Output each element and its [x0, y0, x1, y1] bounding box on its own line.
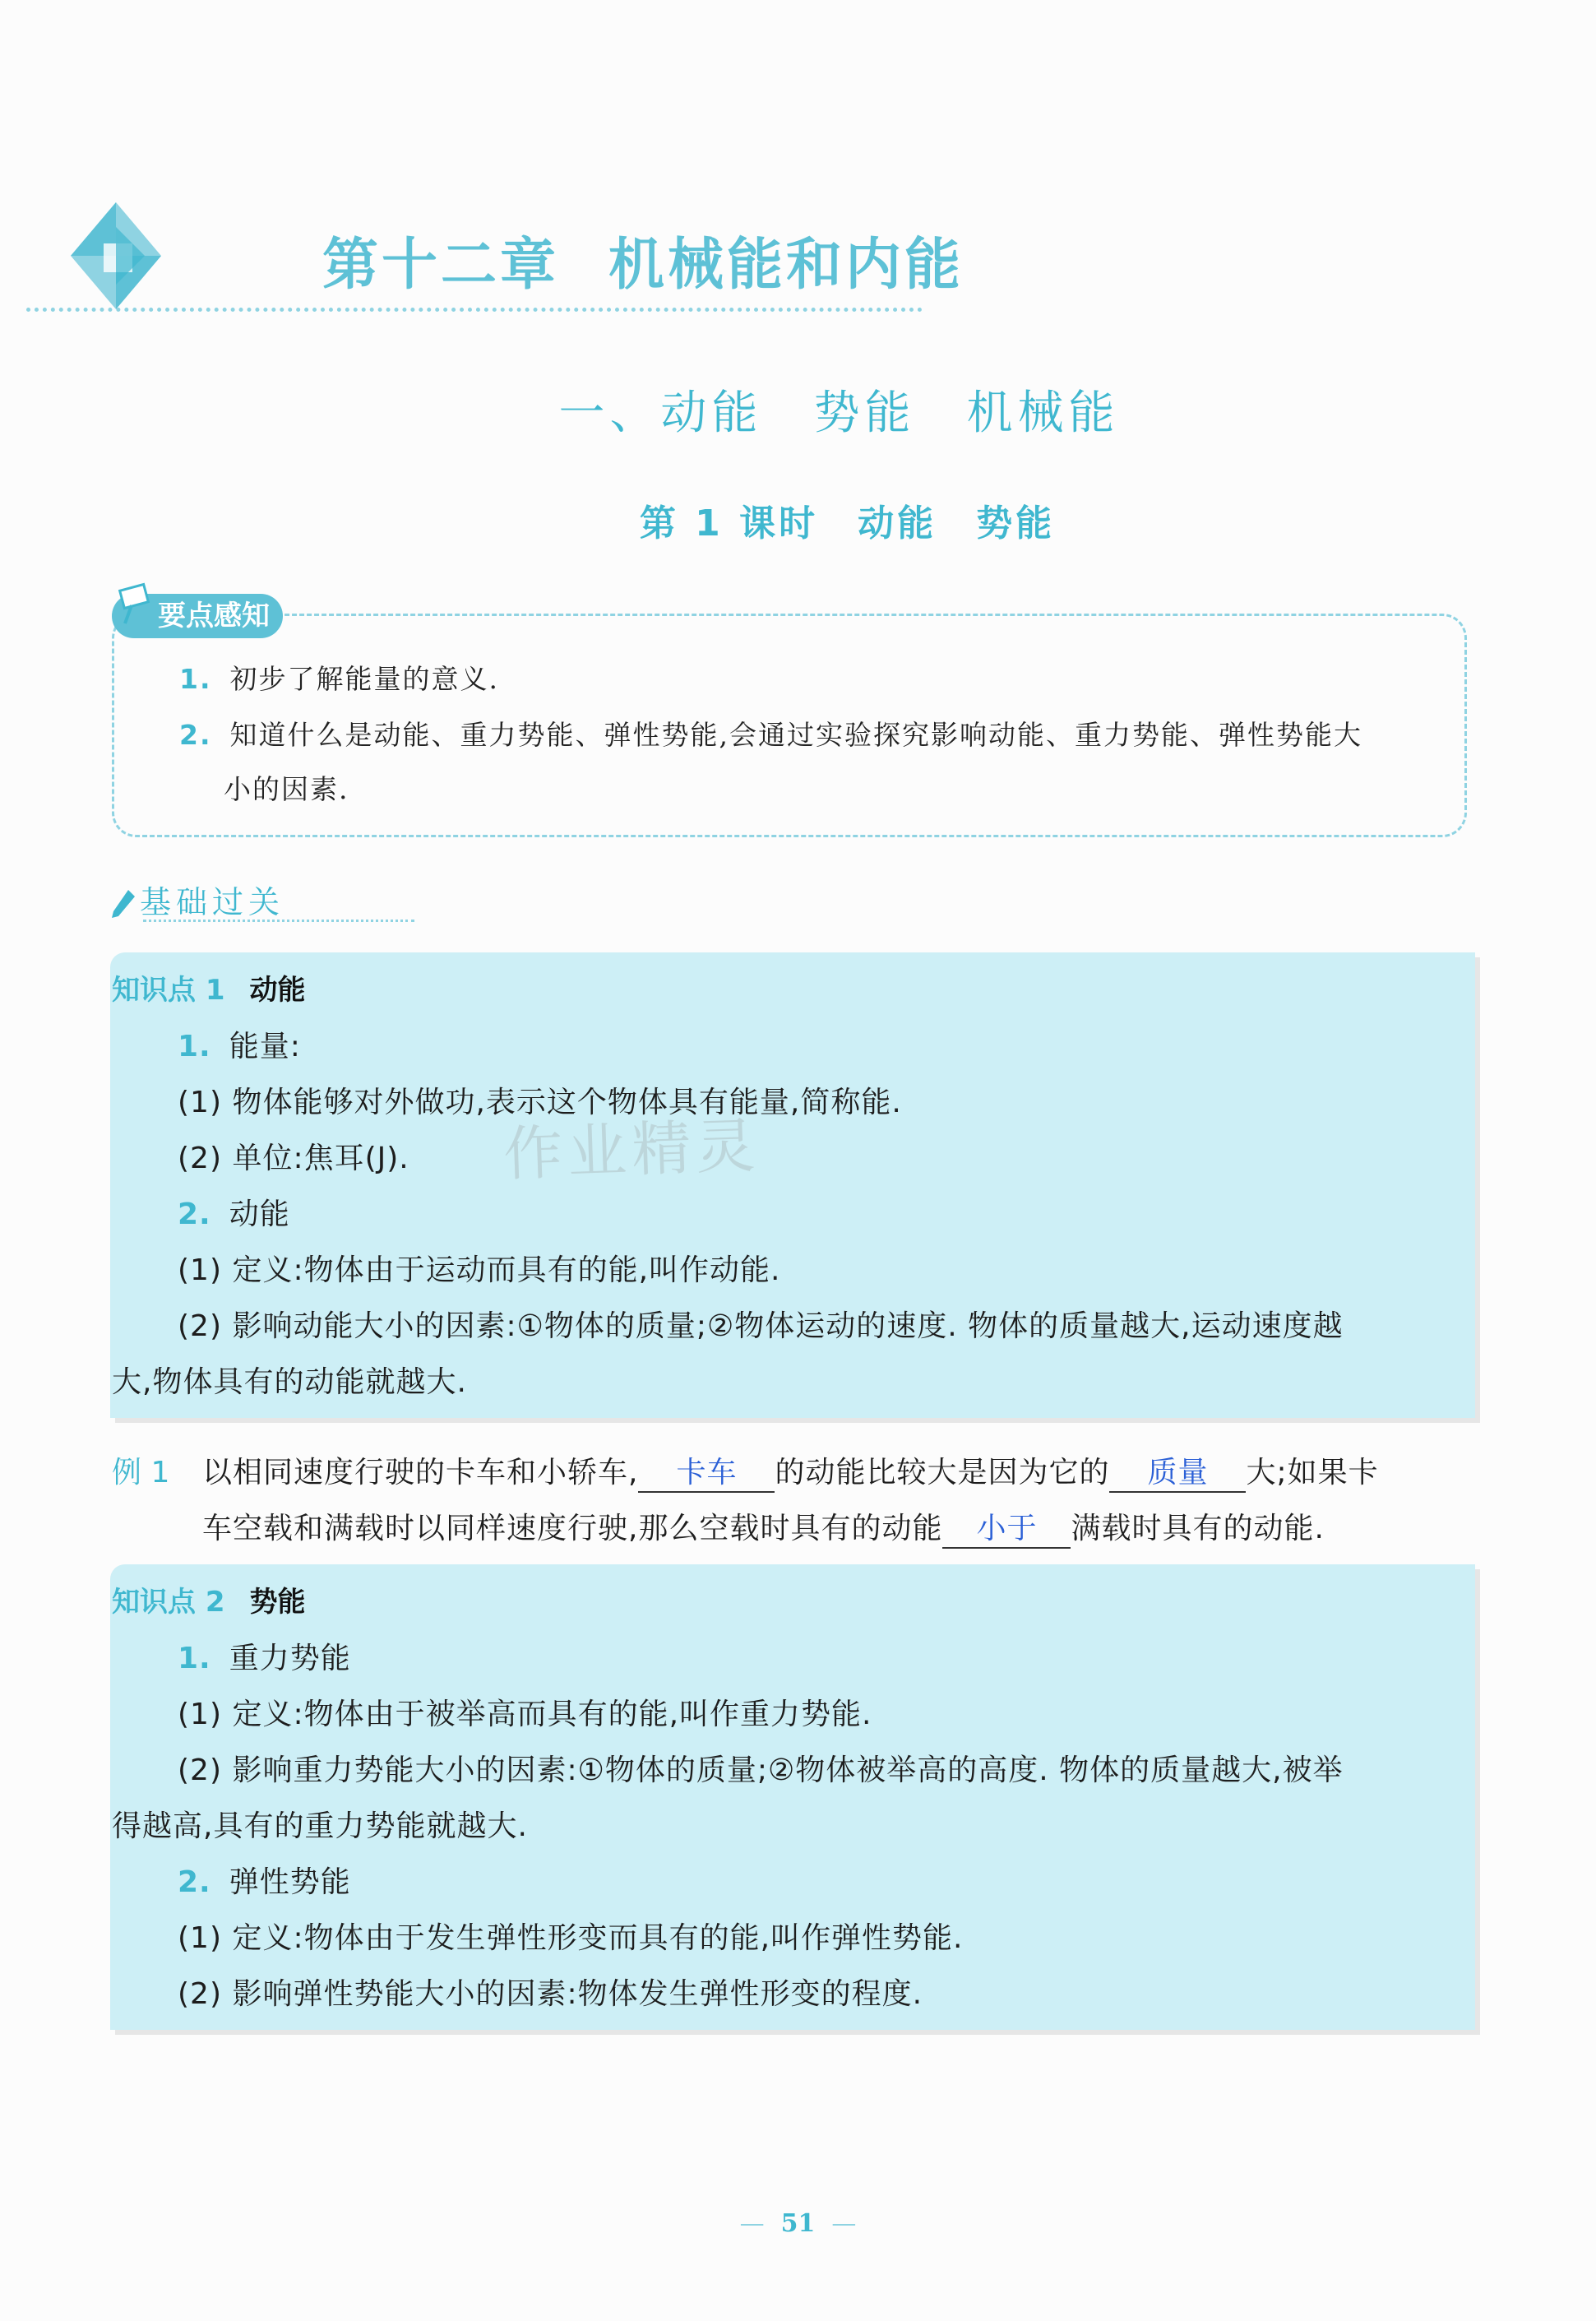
item-number: 1.: [178, 1642, 211, 1675]
knowledge-panel-2: [110, 1564, 1475, 2030]
basic-section-heading: [109, 877, 285, 922]
knowledge-panel-1: [110, 952, 1475, 1418]
knowledge-point-label: 知识点 1: [112, 974, 225, 1007]
basic-section-label: 基础过关: [140, 884, 285, 920]
pushpin-icon: [117, 582, 153, 627]
key-point-number: 1.: [179, 663, 212, 695]
example-text: 的动能比较大是因为它的: [775, 1456, 1110, 1489]
knowledge-point-2-heading: [112, 1579, 306, 1619]
key-points-tag-label: 要点感知: [158, 600, 270, 632]
chapter-logo-icon: [54, 194, 178, 317]
item-text: 弹性势能: [229, 1865, 351, 1899]
key-point-item: [179, 658, 499, 697]
page-number: [0, 2209, 1596, 2238]
answer-blank-2: 质量: [1109, 1449, 1246, 1493]
chapter-title: [322, 220, 964, 300]
answer-blank-3: 小于: [942, 1505, 1071, 1549]
content-line: [178, 1635, 351, 1677]
key-point-continuation: 小的因素.: [224, 773, 349, 805]
item-number: 1.: [178, 1030, 211, 1063]
knowledge-point-1-heading: [112, 967, 306, 1008]
pencil-icon: [109, 888, 136, 921]
example-label: 例 1: [112, 1456, 170, 1489]
item-number: 2.: [178, 1198, 211, 1231]
item-text: 重力势能: [229, 1642, 351, 1675]
content-line: 大,物体具有的动能就越大.: [112, 1365, 467, 1399]
chapter-divider: [26, 308, 923, 312]
content-line: (1) 定义:物体由于运动而具有的能,叫作动能.: [178, 1253, 781, 1287]
content-line: 得越高,具有的重力势能就越大.: [112, 1809, 528, 1843]
item-text: 动能: [229, 1198, 290, 1231]
key-point-text: 知道什么是动能、重力势能、弹性势能,会通过实验探究影响动能、重力势能、弹性势能大: [229, 719, 1362, 751]
page-number-value: 51: [780, 2209, 816, 2238]
content-line: [178, 1191, 290, 1233]
lesson-title: 第 1 课时 动能 势能: [639, 503, 1056, 544]
key-points-tag: [112, 594, 283, 638]
content-line: (2) 影响重力势能大小的因素:①物体的质量;②物体被举高的高度. 物体的质量越大,被举: [178, 1753, 1344, 1787]
content-line: (1) 物体能够对外做功,表示这个物体具有能量,简称能.: [178, 1086, 902, 1119]
content-line: (2) 单位:焦耳(J).: [178, 1142, 409, 1175]
example-text: 以相同速度行驶的卡车和小轿车,: [202, 1456, 639, 1489]
page-number-dash: —: [739, 2209, 765, 2238]
page-number-dash: —: [831, 2209, 857, 2238]
heading-underline: [143, 920, 414, 922]
content-line: (2) 影响弹性势能大小的因素:物体发生弹性形变的程度.: [178, 1977, 923, 2011]
content-line: (1) 定义:物体由于被举高而具有的能,叫作重力势能.: [178, 1698, 872, 1731]
example-text: 满载时具有的动能.: [1071, 1512, 1325, 1545]
chapter-number: 第十二章: [322, 233, 560, 298]
item-text: 能量:: [229, 1030, 301, 1063]
example-text: 车空载和满载时以同样速度行驶,那么空载时具有的动能: [202, 1512, 943, 1545]
chapter-name: 机械能和内能: [608, 233, 965, 298]
content-line: [178, 1859, 351, 1901]
section-title: 一、动能 势能 机械能: [558, 387, 1120, 440]
watermark: 作业精灵: [502, 1110, 761, 1189]
knowledge-point-label: 知识点 2: [112, 1586, 225, 1619]
content-line: (1) 定义:物体由于发生弹性形变而具有的能,叫作弹性势能.: [178, 1921, 964, 1955]
key-point-number: 2.: [179, 719, 212, 751]
answer-blank-1: 卡车: [638, 1449, 775, 1493]
knowledge-point-name: 动能: [249, 974, 306, 1007]
example-line-1: [202, 1449, 1379, 1493]
key-point-text: 初步了解能量的意义.: [229, 663, 499, 695]
item-number: 2.: [178, 1865, 211, 1899]
content-line: [178, 1023, 301, 1065]
content-line: (2) 影响动能大小的因素:①物体的质量;②物体运动的速度. 物体的质量越大,运动速度越: [178, 1309, 1344, 1343]
key-point-item: [179, 714, 1362, 753]
example-text: 大;如果卡: [1246, 1456, 1379, 1489]
example-line-2: [202, 1505, 1325, 1549]
knowledge-point-name: 势能: [249, 1586, 306, 1619]
